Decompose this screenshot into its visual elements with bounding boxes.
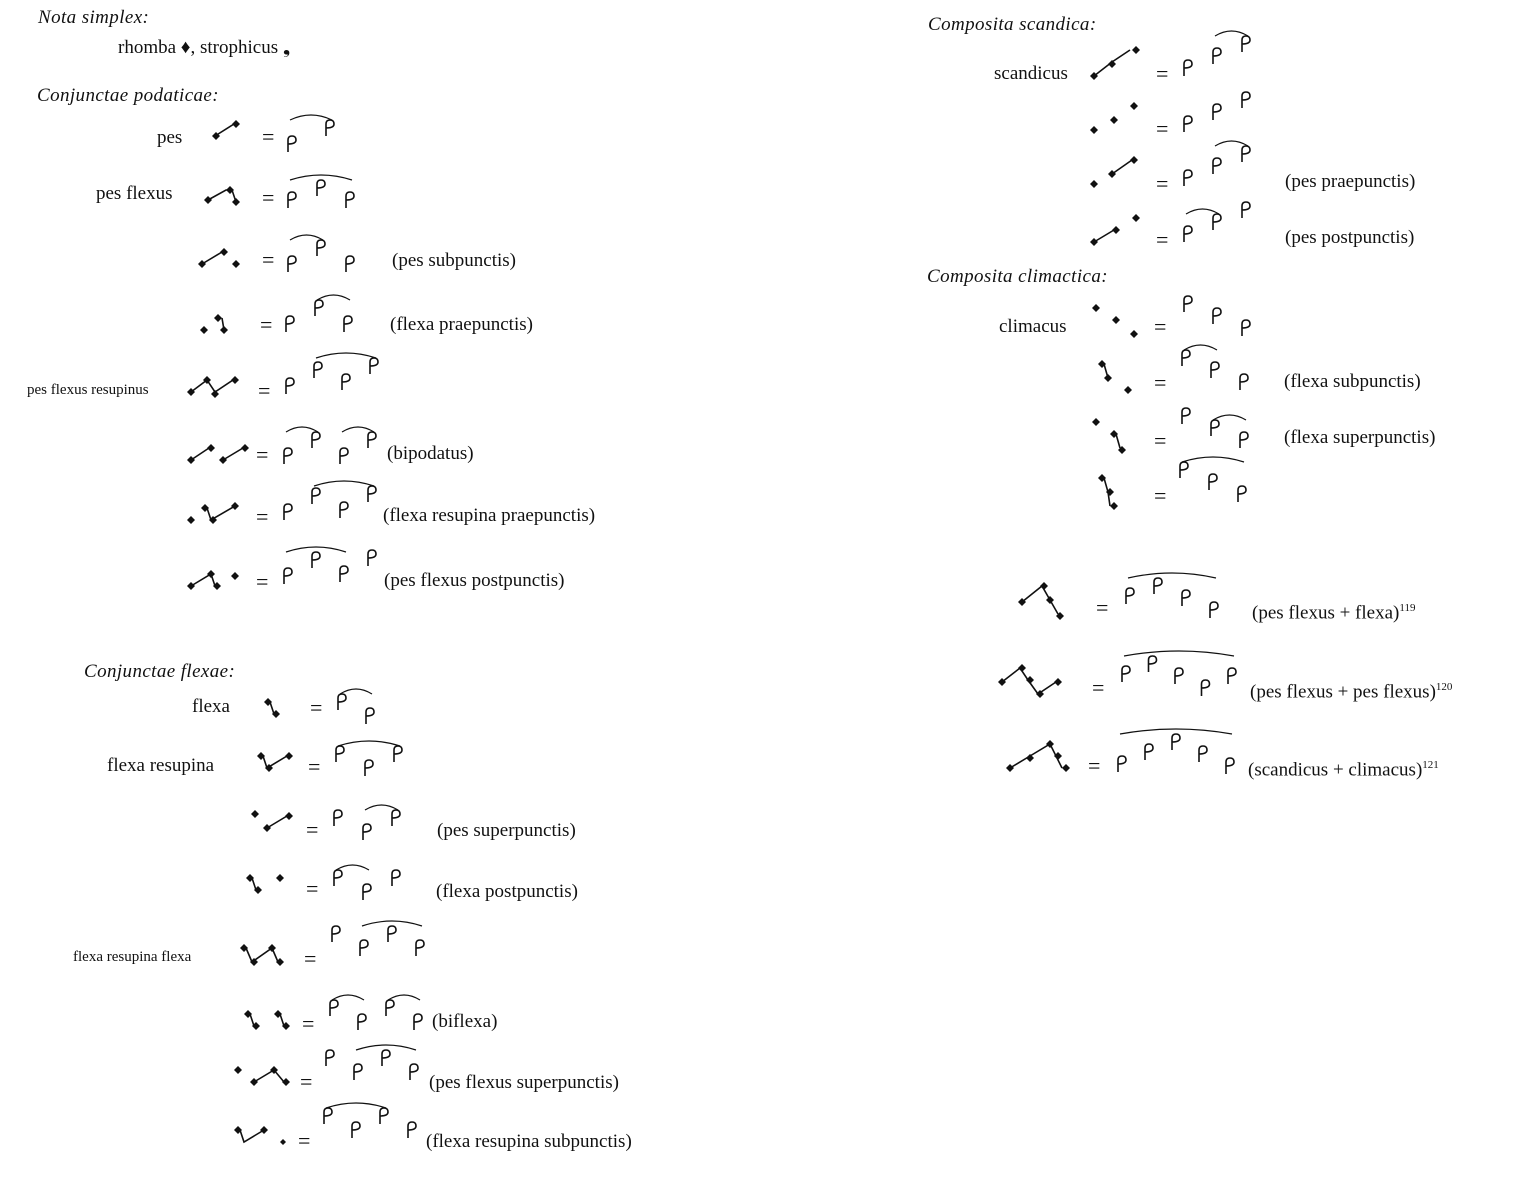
equals-sign: = — [258, 378, 271, 403]
note-glyph — [1118, 756, 1126, 772]
equals-sign: = — [262, 185, 275, 210]
neume-pes-postpunctis-icon — [1088, 210, 1152, 250]
note-glyph — [386, 1000, 394, 1016]
note-glyph — [284, 448, 292, 464]
compound-desc-3: (scandicus + climacus)$^{121}$ — [1248, 759, 1439, 781]
neume-desc: (flexa subpunctis) — [1284, 371, 1421, 392]
equals-sign: = — [306, 876, 319, 901]
note-glyph — [392, 870, 400, 886]
modern-notation-22 — [1178, 350, 1248, 400]
modern-notation-8 — [280, 548, 376, 598]
modern-notation-4 — [282, 298, 352, 348]
note-glyph — [366, 708, 374, 724]
note-glyph — [1122, 666, 1130, 682]
neume-name: climacus — [999, 316, 1067, 337]
neume-name: scandicus — [994, 63, 1068, 84]
note-glyph — [1180, 462, 1188, 478]
note-glyph — [326, 120, 334, 136]
note-glyph — [340, 566, 348, 582]
neume-desc: (flexa praepunctis) — [390, 314, 533, 335]
modern-notation-17 — [1180, 36, 1250, 86]
neume-biflexa-icon — [242, 1006, 296, 1038]
equals-sign: = — [302, 1011, 315, 1036]
note-glyph — [1202, 680, 1210, 696]
modern-notation-13 — [328, 922, 424, 972]
heading-conjunctae-flexae: Conjunctae flexae: — [84, 661, 236, 682]
modern-notation-25 — [1122, 578, 1218, 628]
note-glyph — [1184, 170, 1192, 186]
note-glyph — [312, 488, 320, 504]
neume-desc: (flexa resupina subpunctis) — [426, 1131, 632, 1152]
note-glyph — [1172, 734, 1180, 750]
note-glyph — [1228, 668, 1236, 684]
neume-desc: (pes praepunctis) — [1285, 171, 1416, 192]
neume-desc: (pes superpunctis) — [437, 820, 576, 841]
note-glyph — [332, 926, 340, 942]
note-glyph — [1182, 350, 1190, 366]
equals-sign: = — [1088, 753, 1101, 778]
note-glyph — [1213, 214, 1221, 230]
equals-sign: = — [1154, 428, 1167, 453]
modern-notation-26 — [1118, 656, 1236, 706]
note-glyph — [288, 136, 296, 152]
neume-desc: (pes flexus postpunctis) — [384, 570, 565, 591]
modern-notation-5 — [282, 356, 378, 406]
note-glyph — [410, 1064, 418, 1080]
equals-sign: = — [1156, 171, 1169, 196]
equals-sign: = — [1154, 483, 1167, 508]
modern-notation-14 — [326, 996, 422, 1046]
equals-sign: = — [256, 442, 269, 467]
neume-climacus-icon — [1090, 300, 1144, 344]
equals-sign: = — [1092, 675, 1105, 700]
heading-composita-scandica: Composita scandica: — [928, 14, 1097, 35]
note-glyph — [326, 1050, 334, 1066]
modern-notation-2 — [284, 172, 354, 222]
compound-desc-2: (pes flexus + pes flexus)$^{120}$ — [1250, 681, 1453, 703]
slur-arc — [388, 995, 420, 1000]
neume-desc: (flexa superpunctis) — [1284, 427, 1436, 448]
neume-desc: (bipodatus) — [387, 443, 474, 464]
note-glyph — [288, 256, 296, 272]
modern-notation-11 — [330, 806, 400, 856]
modern-notation-19 — [1180, 146, 1250, 196]
modern-notation-3 — [284, 238, 354, 288]
note-glyph — [1175, 668, 1183, 684]
note-glyph — [1242, 92, 1250, 108]
neume-pes-flexus-postpunctis-icon — [185, 566, 249, 596]
neume-pes-flexus-superpunctis-icon — [232, 1062, 296, 1094]
compound-desc-1: (pes flexus + flexa)$^{119}$ — [1252, 602, 1416, 624]
neume-flexa-resupina-subpunctis-icon — [232, 1122, 296, 1152]
neume-scandicus-punctis-icon — [1088, 98, 1152, 138]
note-glyph — [286, 378, 294, 394]
note-glyph — [340, 448, 348, 464]
slur-arc — [340, 689, 372, 694]
note-glyph — [1182, 408, 1190, 424]
heading-nota-simplex: Nota simplex: — [38, 7, 150, 28]
note-glyph — [1213, 104, 1221, 120]
equals-sign: = — [308, 754, 321, 779]
note-glyph — [360, 940, 368, 956]
note-glyph — [408, 1122, 416, 1138]
heading-conjunctae-podaticae: Conjunctae podaticae: — [37, 85, 219, 106]
neume-pes-flexus-pes-flexus-icon — [996, 660, 1068, 704]
slur-arc — [336, 865, 369, 870]
neume-flexa-resupina-flexa-icon — [238, 940, 294, 972]
modern-notation-20 — [1180, 202, 1250, 252]
note-glyph — [324, 1108, 332, 1124]
note-glyph — [354, 1064, 362, 1080]
note-glyph — [284, 568, 292, 584]
modern-notation-27 — [1114, 734, 1234, 784]
footnote-ref: 120 — [1435, 681, 1453, 693]
note-glyph — [1154, 578, 1162, 594]
slur-arc — [290, 235, 323, 240]
neume-desc: (biflexa) — [432, 1011, 498, 1032]
modern-notation-10 — [332, 742, 402, 792]
note-glyph — [1199, 746, 1207, 762]
note-glyph — [368, 486, 376, 502]
note-glyph — [312, 432, 320, 448]
note-glyph — [1182, 590, 1190, 606]
neume-pes-superpunctis-icon — [249, 808, 303, 838]
neume-name: flexa — [192, 696, 230, 717]
note-glyph — [1209, 474, 1217, 490]
note-glyph — [315, 300, 323, 316]
equals-sign: = — [306, 817, 319, 842]
neume-name: pes — [157, 127, 183, 148]
equals-sign: = — [1156, 61, 1169, 86]
note-glyph — [368, 432, 376, 448]
neume-name: pes flexus — [96, 183, 173, 204]
slur-arc — [326, 1103, 386, 1108]
note-glyph — [1145, 744, 1153, 760]
neume-name: flexa resupina — [107, 755, 215, 776]
note-glyph — [1242, 202, 1250, 218]
note-glyph — [1242, 36, 1250, 52]
note-glyph — [334, 810, 342, 826]
note-glyph — [346, 192, 354, 208]
equals-sign: = — [262, 124, 275, 149]
neume-desc: (flexa postpunctis) — [436, 881, 578, 902]
neume-desc: (pes postpunctis) — [1285, 227, 1415, 248]
note-glyph — [1242, 146, 1250, 162]
neume-name: flexa resupina flexa — [73, 949, 192, 965]
slur-arc — [314, 481, 374, 486]
neume-flexa-postpunctis-icon — [244, 870, 292, 900]
neume-name: pes flexus resupinus — [27, 382, 149, 398]
footnote-ref: 119 — [1399, 602, 1416, 614]
neume-flexa-icon — [262, 694, 288, 724]
slur-arc — [317, 295, 350, 300]
note-glyph — [336, 746, 344, 762]
note-glyph — [340, 502, 348, 518]
slur-arc — [290, 115, 332, 120]
neume-pes-flexus-resupinus-icon — [185, 374, 249, 404]
note-glyph — [1240, 432, 1248, 448]
slur-arc — [1124, 651, 1234, 656]
modern-notation-12 — [330, 866, 400, 916]
note-glyph — [1184, 116, 1192, 132]
neume-flexa-superpunctis-icon — [1090, 414, 1136, 460]
equals-sign: = — [256, 569, 269, 594]
equals-sign: = — [1156, 116, 1169, 141]
note-glyph — [330, 1000, 338, 1016]
modern-notation-1 — [284, 116, 334, 166]
equals-sign: = — [1156, 227, 1169, 252]
neume-desc: (pes subpunctis) — [392, 250, 517, 271]
slur-arc — [316, 353, 376, 358]
note-glyph — [312, 552, 320, 568]
neume-flexa-resupina-praepunctis-icon — [185, 500, 245, 530]
note-glyph — [363, 884, 371, 900]
modern-notation-24 — [1176, 462, 1246, 512]
note-glyph — [1213, 48, 1221, 64]
equals-sign: = — [300, 1069, 313, 1094]
note-glyph — [1213, 308, 1221, 324]
neume-pes-subpunctis-icon — [196, 244, 244, 274]
note-glyph — [416, 940, 424, 956]
note-glyph — [1184, 60, 1192, 76]
note-glyph — [286, 316, 294, 332]
modern-notation-9 — [334, 690, 374, 740]
slur-arc — [1213, 415, 1246, 420]
neume-flexa-subpunctis-icon — [1096, 356, 1142, 400]
equals-sign: = — [1154, 314, 1167, 339]
modern-notation-21 — [1180, 296, 1250, 346]
note-glyph — [1238, 486, 1246, 502]
equals-sign: = — [1154, 370, 1167, 395]
neume-pes-icon — [206, 118, 242, 146]
note-glyph — [317, 180, 325, 196]
heading-composita-climactica: Composita climactica: — [927, 266, 1108, 287]
note-glyph — [334, 870, 342, 886]
note-glyph — [1149, 656, 1157, 672]
note-glyph — [1242, 320, 1250, 336]
note-glyph — [363, 824, 371, 840]
modern-notation-7 — [280, 484, 376, 534]
note-glyph — [1184, 296, 1192, 312]
equals-sign: = — [260, 312, 273, 337]
modern-notation-16 — [320, 1104, 416, 1154]
note-glyph — [344, 316, 352, 332]
equals-sign: = — [298, 1128, 311, 1153]
slur-arc — [342, 427, 374, 432]
note-glyph — [380, 1108, 388, 1124]
slur-arc — [1215, 31, 1248, 36]
modern-notation-15 — [322, 1046, 418, 1096]
neume-bipodatus-icon — [185, 440, 255, 470]
note-glyph — [370, 358, 378, 374]
neume-flexa-resupina-icon — [255, 748, 299, 778]
modern-notation-6 — [280, 428, 376, 478]
note-glyph — [1211, 420, 1219, 436]
modern-notation-18 — [1180, 92, 1250, 142]
modern-notation-23 — [1178, 408, 1248, 458]
neume-scandicus-icon — [1088, 44, 1152, 84]
note-glyph — [352, 1122, 360, 1138]
note-glyph — [314, 362, 322, 378]
note-glyph — [1210, 602, 1218, 618]
slur-arc — [1128, 573, 1216, 578]
slur-arc — [286, 427, 318, 432]
neume-climacus-ligatura-icon — [1096, 470, 1136, 514]
neume-scandicus-climacus-icon — [1004, 738, 1080, 782]
neume-desc: (pes flexus superpunctis) — [429, 1072, 619, 1093]
note-glyph — [1226, 758, 1234, 774]
equals-sign: = — [262, 247, 275, 272]
note-glyph — [414, 1014, 422, 1030]
slur-arc — [365, 805, 398, 810]
slur-arc — [1186, 209, 1219, 214]
note-glyph — [382, 1050, 390, 1066]
note-glyph — [1240, 374, 1248, 390]
footnote-ref: 121 — [1422, 759, 1439, 771]
neume-pes-praepunctis-icon — [1088, 152, 1152, 192]
note-glyph — [365, 760, 373, 776]
equals-sign: = — [304, 946, 317, 971]
note-glyph — [358, 1014, 366, 1030]
simplex-line: rhomba ♦, strophicus ❟ — [118, 37, 291, 58]
note-glyph — [1184, 226, 1192, 242]
note-glyph — [288, 192, 296, 208]
neume-flexa-praepunctis-icon — [198, 310, 238, 340]
note-glyph — [338, 694, 346, 710]
note-glyph — [1126, 588, 1134, 604]
note-glyph — [1213, 158, 1221, 174]
neume-desc: (flexa resupina praepunctis) — [383, 505, 596, 526]
note-glyph — [1211, 362, 1219, 378]
note-glyph — [388, 926, 396, 942]
note-glyph — [346, 256, 354, 272]
note-glyph — [368, 550, 376, 566]
note-glyph — [317, 240, 325, 256]
equals-sign: = — [310, 695, 323, 720]
slur-arc — [338, 741, 400, 746]
equals-sign: = — [1096, 595, 1109, 620]
note-glyph — [394, 746, 402, 762]
note-glyph — [392, 810, 400, 826]
neume-pes-flexus-icon — [202, 182, 246, 212]
neume-pes-flexus-flexa-icon — [1016, 580, 1072, 624]
equals-sign: = — [256, 504, 269, 529]
note-glyph — [342, 374, 350, 390]
note-glyph — [284, 504, 292, 520]
slur-arc — [332, 995, 364, 1000]
